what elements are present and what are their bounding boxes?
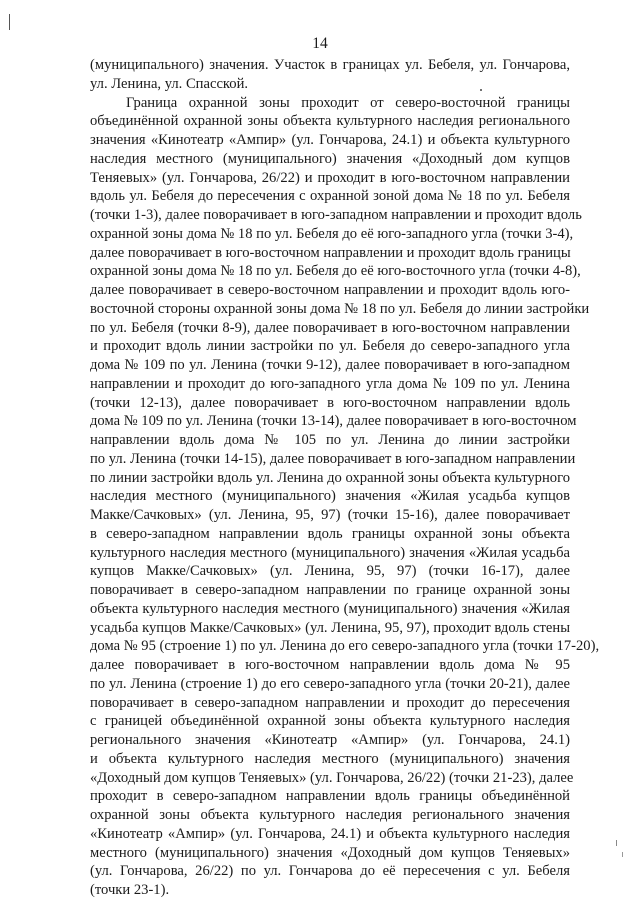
text-line: Макке/Сачковых» (ул. Ленина, 95, 97) (точки 15-16), далее поворачивает xyxy=(90,507,570,523)
text-line: ул. Ленина, ул. Спасской. xyxy=(90,75,249,92)
text-line: с границей объединённой охранной зоны объекта культурного наследия xyxy=(90,713,570,730)
text-line: охранной зоны дома № 18 по ул. Бебеля до её юго-восточного угла (точки 4-8), xyxy=(90,263,581,280)
paragraph-continuation xyxy=(90,56,570,94)
text-line: объекта культурного наследия местного (муниципального) значения «Жилая xyxy=(90,600,570,617)
text-line: дома № 109 по ул. Ленина (точки 13-14), далее поворачивает в юго-восточном xyxy=(90,413,577,430)
text-line: и проходит вдоль линии застройки по ул. Бебеля до северо-западного угла xyxy=(90,338,570,355)
text-line: Граница охранной зоны проходит от северо-восточной границы xyxy=(126,94,570,111)
text-line: далее поворачивает в юго-восточном направлении и проходит вдоль границы xyxy=(90,244,571,261)
text-line: по ул. Бебеля (точки 8-9), далее поворачивает в юго-восточном направлении xyxy=(90,319,570,336)
text-line: купцов Макке/Сачковых» (ул. Ленина, 95, 97) (точки 16-17), далее xyxy=(90,563,570,580)
text-line: далее поворачивает в юго-восточном направлении вдоль дома № 95 xyxy=(90,657,570,673)
text-line: (точки 23-1). xyxy=(90,882,170,898)
body-text xyxy=(90,56,600,900)
text-line: (ул. Гончарова, 26/22) по ул. Гончарова до её пересечения с ул. Бебеля xyxy=(90,863,570,880)
text-line: по ул. Ленина (точки 14-15), далее поворачивает в юго-западном направлении xyxy=(90,450,576,467)
text-line: вдоль ул. Бебеля до пересечения с охранной зоной дома № 18 по ул. Бебеля xyxy=(90,188,570,205)
text-line: культурного наследия местного (муниципального) значения «Жилая усадьба xyxy=(90,544,570,561)
text-line: дома № 95 (строение 1) по ул. Ленина до его северо-западного угла (точки 17-20), xyxy=(90,638,600,655)
text-line: далее поворачивает в северо-восточном направлении и проходит вдоль юго- xyxy=(90,282,570,298)
text-line: местного (муниципального) значения «Доходный дом купцов Теняевых» xyxy=(90,844,570,861)
text-line: наследия местного (муниципального) значения «Доходный дом купцов xyxy=(90,150,570,167)
scan-edge-mark xyxy=(9,14,10,30)
text-line: значения «Кинотеатр «Ампир» (ул. Гончарова, 24.1) и объекта культурного xyxy=(90,132,570,148)
scan-speck xyxy=(622,852,623,857)
text-line: охранной зоны объекта культурного наследия регионального значения xyxy=(90,807,570,823)
text-line: Теняевых» (ул. Гончарова, 26/22) и проходит в юго-восточном направлении xyxy=(90,169,570,186)
text-line: по линии застройки вдоль ул. Ленина до охранной зоны объекта культурного xyxy=(90,469,570,486)
text-line: поворачивает в северо-западном направлении по границе охранной зоны xyxy=(90,582,570,598)
text-line: «Кинотеатр «Ампир» (ул. Гончарова, 24.1) и объекта культурного наследия xyxy=(90,825,570,842)
text-line: проходит в северо-западном направлении вдоль границы объединённой xyxy=(90,788,570,805)
scan-speck xyxy=(616,840,617,846)
text-line: «Доходный дом купцов Теняевых» (ул. Гончарова, 26/22) (точки 21-23), далее xyxy=(90,769,574,786)
text-line: поворачивает в северо-западном направлении и проходит до пересечения xyxy=(90,694,570,711)
text-line: (точки 1-3), далее поворачивает в юго-западном направлении и проходит вдоль xyxy=(90,207,582,223)
text-line: объединённой охранной зоны объекта культурного наследия регионального xyxy=(90,113,570,130)
text-line: (муниципального) значения. Участок в границах ул. Бебеля, ул. Гончарова, xyxy=(90,57,570,73)
text-line: по ул. Ленина (строение 1) до его северо-западного угла (точки 20-21), далее xyxy=(90,675,570,692)
text-line: восточной стороны охранной зоны дома № 18 по ул. Бебеля до линии застройки xyxy=(90,300,590,317)
text-line: охранной зоны дома № 18 по ул. Бебеля до её юго-западного угла (точки 3-4), xyxy=(90,225,574,242)
text-line: (точки 12-13), далее поворачивает в юго-восточном направлении вдоль xyxy=(90,394,570,411)
text-line: направлении и проходит до юго-западного угла дома № 109 по ул. Ленина xyxy=(90,375,570,392)
paragraph-boundary-description xyxy=(90,94,600,900)
page-number: 14 xyxy=(312,35,328,52)
text-line: направлении вдоль дома № 105 по ул. Ленина до линии застройки xyxy=(90,432,570,448)
text-line: наследия местного (муниципального) значения «Жилая усадьба купцов xyxy=(90,488,570,505)
text-line: регионального значения «Кинотеатр «Ампир» (ул. Гончарова, 24.1) xyxy=(90,732,570,748)
text-line: и объекта культурного наследия местного (муниципального) значения xyxy=(90,750,570,767)
text-line: усадьба купцов Макке/Сачковых» (ул. Ленина, 95, 97), проходит вдоль стены xyxy=(90,619,570,636)
text-line: в северо-западном направлении вдоль границы охранной зоны объекта xyxy=(90,525,570,542)
text-line: дома № 109 по ул. Ленина (точки 9-12), далее поворачивает в юго-западном xyxy=(90,357,570,373)
